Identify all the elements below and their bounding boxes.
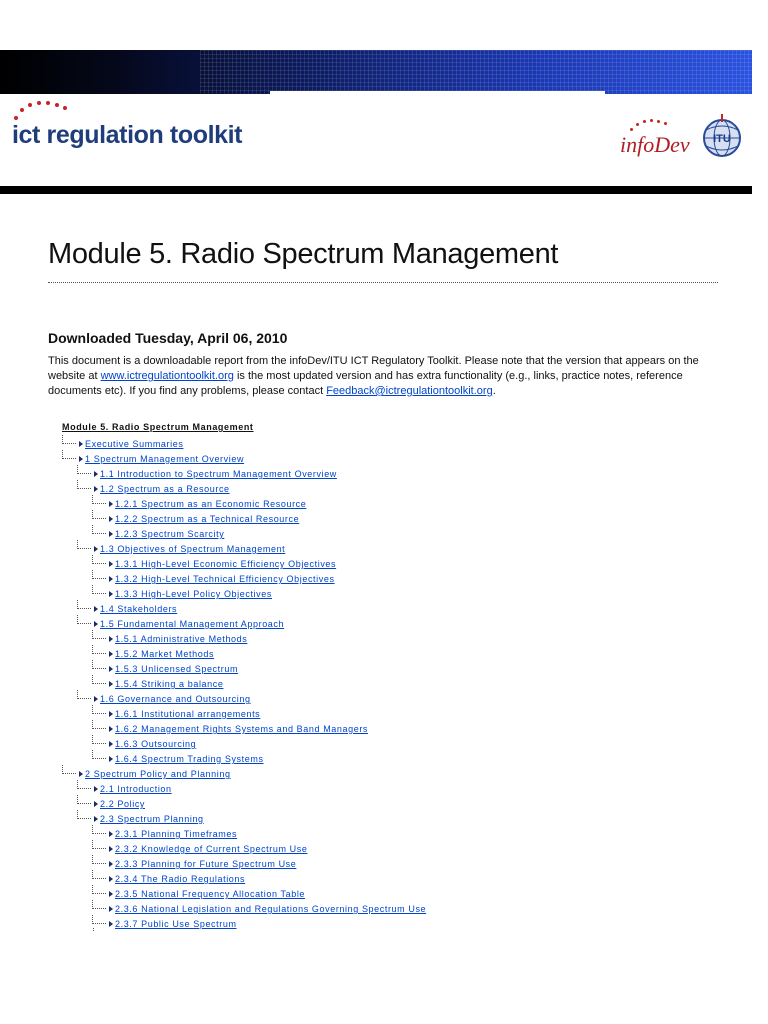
toc-item bbox=[92, 735, 196, 750]
toc-item bbox=[77, 600, 177, 615]
triangle-right-icon bbox=[109, 726, 113, 732]
toc-item bbox=[92, 705, 260, 720]
toc-item bbox=[92, 525, 224, 540]
toc-item bbox=[77, 690, 251, 705]
triangle-right-icon bbox=[109, 561, 113, 567]
table-of-contents bbox=[62, 420, 762, 929]
tree-connector-icon bbox=[77, 690, 91, 699]
toc-item bbox=[92, 555, 336, 570]
toc-link[interactable]: 2.3.6 National Legislation and Regulations Governing Spectrum Use bbox=[115, 904, 427, 914]
infodev-logo: infoDev bbox=[620, 132, 690, 157]
tree-connector-icon bbox=[92, 885, 106, 894]
triangle-right-icon bbox=[109, 666, 113, 672]
toc-link[interactable]: 2.3.3 Planning for Future Spectrum Use bbox=[115, 859, 297, 869]
tree-connector-icon bbox=[92, 510, 106, 519]
intro-paragraph bbox=[48, 354, 718, 399]
top-banner bbox=[0, 50, 752, 94]
triangle-right-icon bbox=[109, 576, 113, 582]
tree-connector-icon bbox=[92, 750, 106, 759]
toc-item bbox=[92, 885, 305, 900]
brand-logo-text: ict regulation toolkit bbox=[12, 121, 243, 149]
logo-area bbox=[0, 94, 752, 186]
toc-link[interactable]: 2.3.5 National Frequency Allocation Table bbox=[115, 889, 306, 899]
tree-connector-icon bbox=[92, 570, 106, 579]
toc-item bbox=[77, 465, 337, 480]
toc-item bbox=[92, 630, 247, 645]
toc-link[interactable]: 2 Spectrum Policy and Planning bbox=[85, 769, 231, 779]
toc-link[interactable]: 1.6.1 Institutional arrangements bbox=[115, 709, 261, 719]
page-title: Module 5. Radio Spectrum Management bbox=[48, 238, 559, 270]
toc-link[interactable]: 1.5.4 Striking a balance bbox=[115, 679, 224, 689]
tree-connector-icon bbox=[92, 915, 106, 924]
tree-connector-icon bbox=[77, 465, 91, 474]
tree-connector-icon bbox=[92, 900, 106, 909]
tree-connector-icon bbox=[92, 645, 106, 654]
tree-connector-icon bbox=[62, 450, 76, 459]
toc-item bbox=[92, 645, 214, 660]
toc-link[interactable]: 2.3.1 Planning Timeframes bbox=[115, 829, 238, 839]
toc-item bbox=[77, 615, 284, 630]
toc-item bbox=[92, 495, 306, 510]
feedback-email-link[interactable]: Feedback@ictregulationtoolkit.org bbox=[326, 385, 493, 397]
triangle-right-icon bbox=[94, 471, 98, 477]
toc-link[interactable]: 1.2.1 Spectrum as an Economic Resource bbox=[115, 499, 307, 509]
tree-connector-icon bbox=[92, 675, 106, 684]
triangle-right-icon bbox=[109, 501, 113, 507]
toc-item bbox=[77, 780, 172, 795]
triangle-right-icon bbox=[94, 606, 98, 612]
intro-text-end: . bbox=[492, 385, 496, 397]
toc-link[interactable]: 1.5 Fundamental Management Approach bbox=[100, 619, 285, 629]
triangle-right-icon bbox=[94, 621, 98, 627]
tree-connector-icon bbox=[77, 810, 91, 819]
triangle-right-icon bbox=[109, 531, 113, 537]
infodev-dots-icon bbox=[628, 114, 678, 134]
toc-link[interactable]: 2.3 Spectrum Planning bbox=[100, 814, 204, 824]
triangle-right-icon bbox=[94, 816, 98, 822]
triangle-right-icon bbox=[94, 486, 98, 492]
triangle-right-icon bbox=[109, 906, 113, 912]
toc-item bbox=[92, 855, 296, 870]
toc-link[interactable]: 1.1 Introduction to Spectrum Management Overview bbox=[100, 469, 337, 479]
tree-connector-icon bbox=[92, 555, 106, 564]
triangle-right-icon bbox=[109, 516, 113, 522]
triangle-right-icon bbox=[109, 711, 113, 717]
toc-link[interactable]: 1.3 Objectives of Spectrum Management bbox=[100, 544, 286, 554]
toc-item bbox=[77, 795, 145, 810]
triangle-right-icon bbox=[109, 846, 113, 852]
toc-link[interactable]: 1.2.3 Spectrum Scarcity bbox=[115, 529, 225, 539]
toc-link[interactable]: Executive Summaries bbox=[85, 439, 184, 449]
toc-link[interactable]: 1.5.3 Unlicensed Spectrum bbox=[115, 664, 239, 674]
tree-connector-icon bbox=[92, 660, 106, 669]
title-divider bbox=[48, 282, 718, 283]
intro-text-continued: is the most updated version and has extra functionality (e.g., links, practice notes, reference documents etc). If you find any problems, please contact bbox=[48, 370, 683, 397]
toc-link[interactable]: 1.6.2 Management Rights Systems and Band Managers bbox=[115, 724, 369, 734]
tree-connector-icon bbox=[92, 840, 106, 849]
triangle-right-icon bbox=[109, 861, 113, 867]
triangle-right-icon bbox=[79, 771, 83, 777]
triangle-right-icon bbox=[94, 546, 98, 552]
toc-link[interactable]: 2.3.7 Public Use Spectrum bbox=[115, 919, 237, 929]
toc-link[interactable]: 2.2 Policy bbox=[100, 799, 146, 809]
triangle-right-icon bbox=[109, 891, 113, 897]
toc-item bbox=[92, 660, 238, 675]
toc-item bbox=[62, 450, 244, 465]
toc-link[interactable]: 2.3.4 The Radio Regulations bbox=[115, 874, 246, 884]
tree-connector-icon bbox=[77, 780, 91, 789]
toc-link[interactable]: 1.3.3 High-Level Policy Objectives bbox=[115, 589, 272, 599]
tree-connector-icon bbox=[77, 600, 91, 609]
toc-link[interactable]: 1.2.2 Spectrum as a Technical Resource bbox=[115, 514, 300, 524]
download-date-heading: Downloaded Tuesday, April 06, 2010 bbox=[48, 330, 288, 346]
toc-item bbox=[92, 825, 237, 840]
toc-item bbox=[92, 570, 335, 585]
intro-text: This document is a downloadable report from the infoDev/ITU ICT Regulatory Toolkit. Please note that the version that appears on the website at bbox=[48, 355, 699, 382]
triangle-right-icon bbox=[79, 456, 83, 462]
toc-link[interactable]: 1.5.2 Market Methods bbox=[115, 649, 215, 659]
tree-connector-icon bbox=[77, 540, 91, 549]
toc-item bbox=[92, 840, 308, 855]
toc-item bbox=[77, 540, 285, 555]
toc-item bbox=[92, 510, 299, 525]
toc-link[interactable]: 2.1 Introduction bbox=[100, 784, 172, 794]
toc-link[interactable]: 1.2 Spectrum as a Resource bbox=[100, 484, 230, 494]
itu-logo-icon bbox=[700, 112, 744, 160]
tree-connector-icon bbox=[77, 615, 91, 624]
toc-link[interactable]: 1.6.3 Outsourcing bbox=[115, 739, 197, 749]
tree-connector-icon bbox=[92, 525, 106, 534]
tree-connector-icon bbox=[92, 855, 106, 864]
triangle-right-icon bbox=[94, 696, 98, 702]
tree-continuation-icon bbox=[93, 928, 95, 931]
tree-connector-icon bbox=[92, 630, 106, 639]
triangle-right-icon bbox=[79, 441, 83, 447]
triangle-right-icon bbox=[109, 756, 113, 762]
triangle-right-icon bbox=[94, 786, 98, 792]
triangle-right-icon bbox=[109, 681, 113, 687]
toc-item bbox=[62, 765, 231, 780]
triangle-right-icon bbox=[109, 651, 113, 657]
tree-connector-icon bbox=[92, 735, 106, 744]
toc-item bbox=[62, 435, 183, 450]
tree-connector-icon bbox=[92, 495, 106, 504]
tree-connector-icon bbox=[92, 825, 106, 834]
triangle-right-icon bbox=[109, 591, 113, 597]
tree-connector-icon bbox=[92, 720, 106, 729]
tree-connector-icon bbox=[92, 705, 106, 714]
toc-item bbox=[77, 810, 204, 825]
itu-logo-text: ITU bbox=[713, 133, 731, 145]
triangle-right-icon bbox=[109, 636, 113, 642]
toc-item bbox=[77, 480, 230, 495]
toc-link[interactable]: 2.3.2 Knowledge of Current Spectrum Use bbox=[115, 844, 308, 854]
toc-item bbox=[92, 750, 264, 765]
toc-title: Module 5. Radio Spectrum Management bbox=[62, 422, 254, 432]
header-divider bbox=[0, 186, 752, 194]
toc-link[interactable]: 1.6 Governance and Outsourcing bbox=[100, 694, 251, 704]
banner-grid-pattern bbox=[200, 50, 752, 94]
triangle-right-icon bbox=[94, 801, 98, 807]
triangle-right-icon bbox=[109, 831, 113, 837]
toc-link[interactable]: 1.3.2 High-Level Technical Efficiency Objectives bbox=[115, 574, 335, 584]
toc-link[interactable]: 1.3.1 High-Level Economic Efficiency Objectives bbox=[115, 559, 337, 569]
tree-connector-icon bbox=[77, 795, 91, 804]
tree-connector-icon bbox=[77, 480, 91, 489]
website-link[interactable]: www.ictregulationtoolkit.org bbox=[100, 370, 234, 382]
triangle-right-icon bbox=[109, 876, 113, 882]
toc-link[interactable]: 1.6.4 Spectrum Trading Systems bbox=[115, 754, 264, 764]
toc-item bbox=[92, 870, 245, 885]
triangle-right-icon bbox=[109, 741, 113, 747]
toc-item bbox=[92, 915, 237, 930]
toc-item bbox=[92, 675, 223, 690]
toc-item bbox=[92, 900, 426, 915]
toc-item bbox=[92, 585, 272, 600]
tree-connector-icon bbox=[92, 870, 106, 879]
tree-connector-icon bbox=[62, 435, 76, 444]
tree-connector-icon bbox=[62, 765, 76, 774]
toc-link[interactable]: 1.5.1 Administrative Methods bbox=[115, 634, 248, 644]
toc-item bbox=[92, 720, 368, 735]
toc-link[interactable]: 1.4 Stakeholders bbox=[100, 604, 178, 614]
tree-connector-icon bbox=[92, 585, 106, 594]
triangle-right-icon bbox=[109, 921, 113, 927]
toc-link[interactable]: 1 Spectrum Management Overview bbox=[85, 454, 245, 464]
